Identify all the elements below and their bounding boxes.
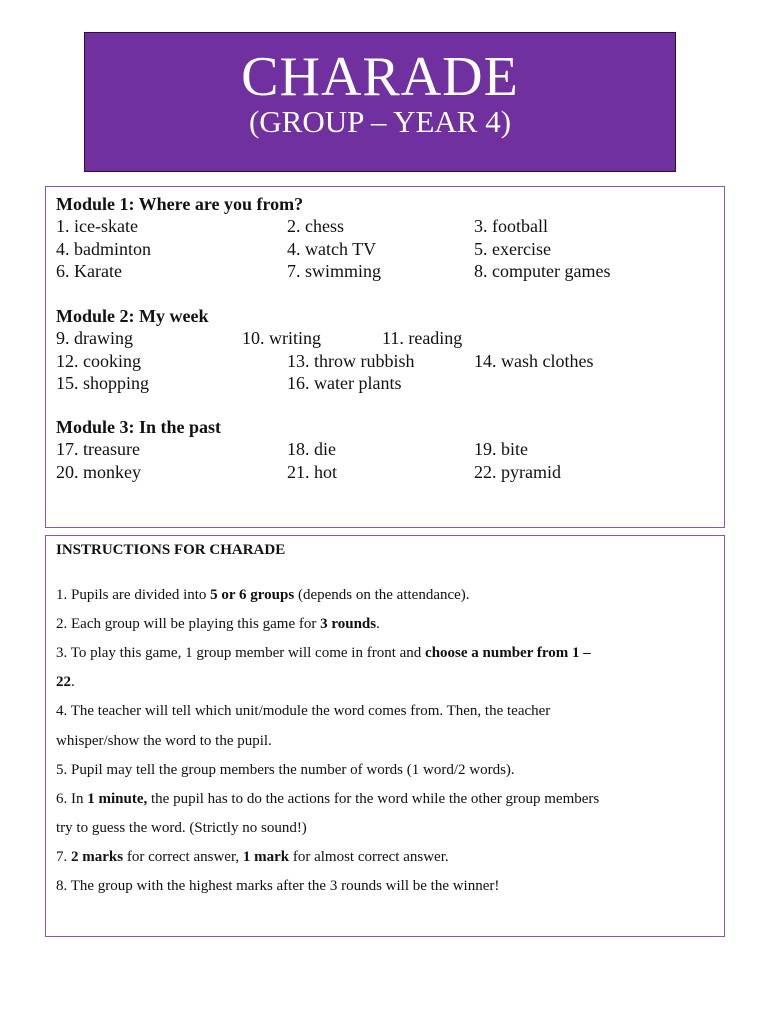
- vocab-word: 10. writing: [242, 328, 321, 348]
- vocab-word: 5. exercise: [474, 238, 551, 259]
- instruction-line: [56, 761, 515, 779]
- page-title: CHARADE: [241, 46, 519, 108]
- instruction-line: [56, 732, 272, 750]
- instruction-text: for correct answer,: [123, 848, 243, 865]
- instruction-text: try to guess the word. (Strictly no sound!): [56, 819, 307, 836]
- vocab-word: 7. swimming: [287, 261, 382, 281]
- instruction-text: 2. Each group will be playing this game for: [56, 616, 321, 633]
- instruction-text: (depends on the attendance).: [294, 587, 470, 603]
- instruction-line: [56, 877, 499, 895]
- vocab-word: 6. Karate: [56, 261, 122, 281]
- instructions-box: [45, 535, 725, 937]
- instruction-emphasis: choose a number from 1 –: [425, 645, 591, 662]
- vocabulary-box: [45, 186, 725, 528]
- instruction-line: [56, 644, 591, 662]
- instruction-line: [56, 586, 470, 604]
- vocab-word: 22. pyramid: [474, 461, 561, 482]
- instruction-text: .: [71, 674, 75, 691]
- vocab-word: 13. throw rubbish: [287, 350, 415, 371]
- instruction-line: [56, 673, 75, 691]
- vocab-word: 17. treasure: [56, 439, 140, 459]
- instruction-text: 5. Pupil may tell the group members the number of words (1 word/2 words).: [56, 761, 515, 778]
- instruction-text: 6. In: [56, 790, 88, 807]
- vocab-word: 3. football: [474, 216, 548, 236]
- instruction-text: 8. The group with the highest marks after the 3 rounds will be the winner!: [56, 878, 500, 894]
- instruction-emphasis: 22: [56, 674, 71, 691]
- vocab-word: 8. computer games: [474, 261, 611, 281]
- vocab-word: 11. reading: [382, 328, 463, 348]
- instruction-emphasis: 2 marks: [71, 848, 124, 865]
- vocab-word: 4. badminton: [56, 238, 151, 259]
- vocab-word: 18. die: [287, 439, 336, 459]
- vocab-word: 1. ice-skate: [56, 216, 138, 236]
- instruction-text: 1. Pupils are divided into: [56, 587, 211, 603]
- vocab-word: 14. wash clothes: [474, 350, 594, 371]
- instruction-text: 3. To play this game, 1 group member will come in front and: [56, 645, 426, 662]
- instruction-emphasis: 3 rounds: [320, 616, 377, 633]
- instruction-line: [56, 702, 550, 720]
- instruction-text: for almost correct answer.: [289, 848, 449, 865]
- module-heading: Module 2: My week: [56, 306, 209, 326]
- instruction-line: [56, 819, 307, 837]
- instruction-text: whisper/show the word to the pupil.: [56, 732, 272, 749]
- vocab-word: 19. bite: [474, 439, 528, 459]
- instruction-line: [56, 615, 380, 633]
- vocab-word: 4. watch TV: [287, 238, 377, 259]
- title-banner: [84, 32, 676, 172]
- instruction-emphasis: 5 or 6 groups: [210, 587, 295, 603]
- page-subtitle: (GROUP – YEAR 4): [248, 104, 512, 139]
- vocab-word: 9. drawing: [56, 328, 133, 348]
- vocab-word: 2. chess: [287, 216, 344, 236]
- instruction-line: [56, 790, 599, 808]
- instruction-emphasis: 1 minute,: [87, 790, 148, 807]
- instruction-line: [56, 848, 449, 866]
- instruction-text: 4. The teacher will tell which unit/module the word comes from. Then, the teacher: [56, 703, 551, 720]
- instruction-text: the pupil has to do the actions for the word while the other group members: [147, 790, 600, 807]
- vocab-word: 15. shopping: [56, 373, 150, 393]
- instruction-text: 7.: [56, 848, 71, 865]
- vocab-word: 12. cooking: [56, 350, 141, 371]
- vocab-word: 21. hot: [287, 461, 338, 482]
- module-heading: Module 1: Where are you from?: [56, 194, 304, 214]
- module-heading: Module 3: In the past: [56, 417, 222, 437]
- vocab-word: 20. monkey: [56, 461, 141, 482]
- instructions-heading: INSTRUCTIONS FOR CHARADE: [56, 542, 286, 558]
- instruction-text: .: [376, 616, 380, 633]
- instruction-emphasis: 1 mark: [242, 848, 290, 865]
- vocab-word: 16. water plants: [287, 373, 402, 393]
